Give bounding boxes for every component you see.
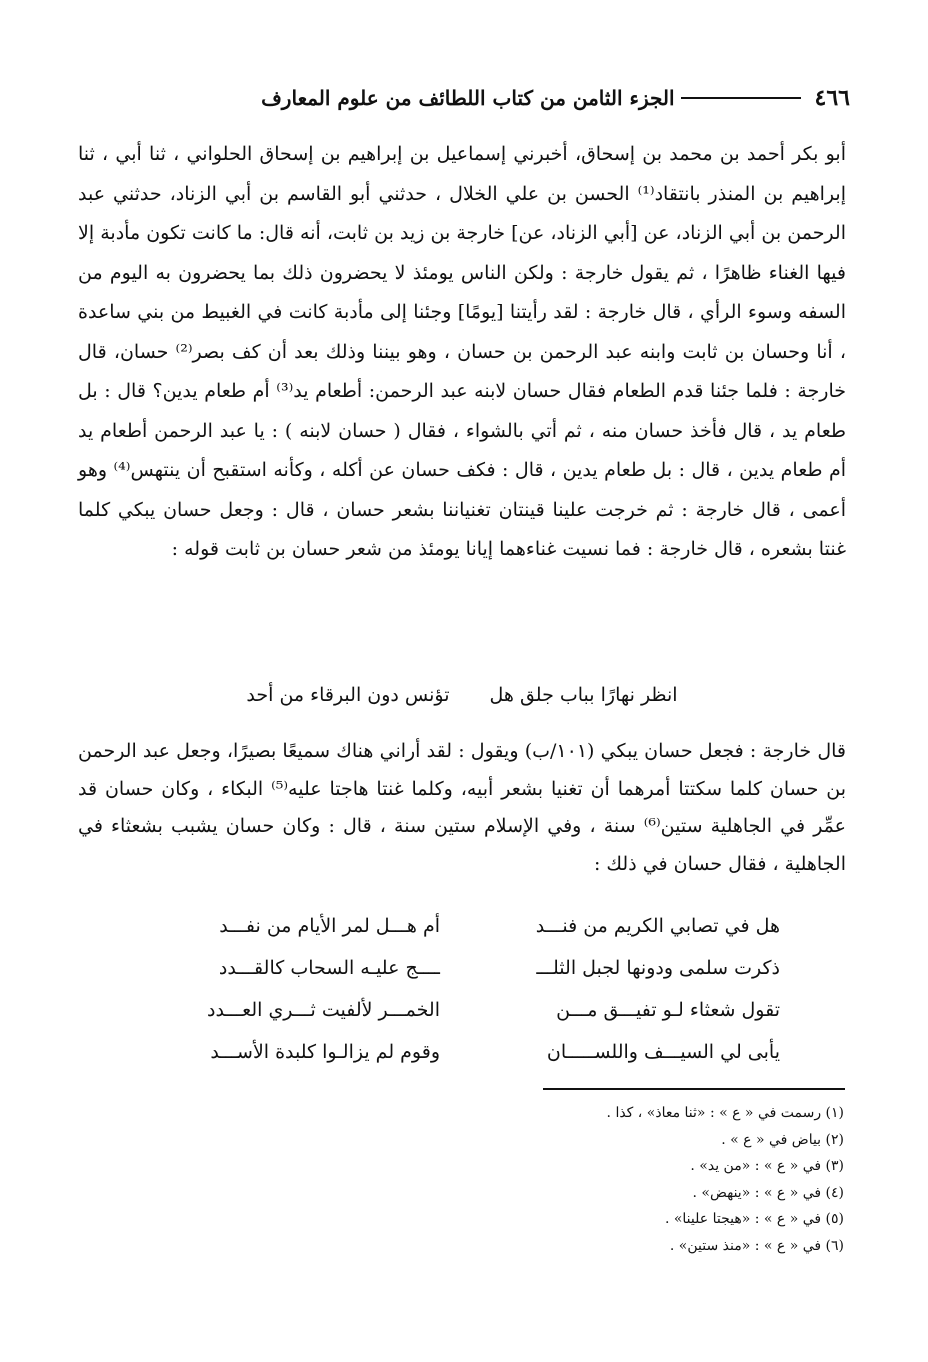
poem-line xyxy=(150,989,780,1031)
page-header xyxy=(80,78,850,118)
main-text-continued xyxy=(78,733,846,883)
paragraph-2: قال خارجة : فجعل حسان يبكي (١٠١/ب) ويقول : لقد أراني هناك سميعًا بصيرًا، وجعل عبد الرحمن بن حسان كلما سكتتا أمرهما أن تغنيا بشعر أبيه، وكلما غنتا هاجتا عليه⁽⁵⁾ البكاء ، وكان حسان قد عمِّر في الجاهلية ستين⁽⁶⁾ سنة ، وفي الإسلام ستين سنة ، قال : وكان حسان يشبب بشعثاء في الجاهلية ، فقال حسان في ذلك : xyxy=(78,740,847,875)
poem-second-hemistich: ــــج عليـه السحاب كالقـــدد xyxy=(218,957,440,979)
poem-line xyxy=(150,947,780,989)
main-text xyxy=(78,135,846,570)
poem-line xyxy=(150,1031,780,1073)
footnote-1: (١) رسمت في « ع » : «ثنا معاذ» ، كذا . xyxy=(606,1105,844,1121)
poem-second-hemistich: وقوم لم يزالـوا كلبدة الأســـد xyxy=(210,1041,440,1063)
running-title: الجزء الثامن من كتاب اللطائف من علوم المعارف xyxy=(261,86,675,110)
paragraph-1: أبو بكر أحمد بن محمد بن إسحاق، أخبرني إسماعيل بن إبراهيم بن إسحاق الحلواني ، ثنا أبي ، ثنا إبراهيم بن المنذر بانتقاد⁽¹⁾ الحسن بن علي الخلال ، حدثني أبو القاسم بن أبي الزناد، حدثني عبد الرحمن بن أبي الزناد، عن [أبي الزناد، عن] خارجة بن زيد بن ثابت، أنه قال: ما كانت تكون مأدبة إلا فيها الغناء ظاهرًا ، ثم يقول خارجة : ولكن الناس يومئذ لا يحضرون ذلك بما يحضرون به اليوم من السفه وسوء الرأي ، قال خارجة : لقد رأيتنا [يومًا] وجئنا إلى مأدبة كانت في الغبيط من بني ساعدة ، أنا وحسان بن ثابت وابنه عبد الرحمن بن حسان ، وهو بيننا وذلك بعد أن كف بصر⁽²⁾ حسان، قال خارجة : فلما جئنا قدم الطعام فقال حسان لابنه عبد الرحمن: أطعام يد⁽³⁾ أم طعام يدين؟ قال : بل طعام يد ، قال فأخذ حسان منه ، ثم أتي بالشواء ، فقال ( حسان لابنه ) : يا عبد الرحمن أطعام يد أم طعام يدين ، قال : بل طعام يدين ، قال : فكف حسان عن أكله ، وكأنه استقبح أن ينتهس⁽⁴⁾ وهو أعمى ، قال خارجة : ثم خرجت علينا قينتان تغنياننا بشعر حسان ، قال : وجعل حسان يبكي كلما غنتا بشعره ، قال خارجة : فما نسيت غناءهما إيانا يومئذ من شعر حسان بن ثابت قوله : xyxy=(78,143,847,560)
footnote-3: (٣) في « ع » : «من يد» . xyxy=(690,1158,844,1174)
poem-line xyxy=(150,905,780,947)
single-verse xyxy=(78,684,846,706)
poem-first-hemistich: هل في تصابي الكريم من فنـــد xyxy=(535,915,780,937)
footnote-5: (٥) في « ع » : «هيجتا علينا» . xyxy=(664,1211,844,1227)
page-number: ٤٦٦ xyxy=(814,85,850,111)
footnote-6: (٦) في « ع » : «منذ ستين» . xyxy=(669,1237,844,1254)
poem xyxy=(150,905,780,1073)
poem-first-hemistich: تقول شعثاء لـو تفيـــق مـــن xyxy=(556,999,780,1021)
verse-first-hemistich: انظر نهارًا بباب جلق هل xyxy=(489,684,678,706)
footnote-divider xyxy=(543,1088,845,1090)
verse-second-hemistich: تؤنس دون البرقاء من أحد xyxy=(246,684,450,706)
footnote-2: (٢) بياض في « ع » . xyxy=(721,1131,844,1148)
header-rule xyxy=(681,97,801,99)
footnote-4: (٤) في « ع » : «ينهض» . xyxy=(692,1184,844,1201)
poem-first-hemistich: ذكرت سلمى ودونها لجبل الثلـــ xyxy=(536,957,780,979)
poem-second-hemistich: أم هـــل لمر الأيام من نفـــد xyxy=(219,915,440,937)
footnotes xyxy=(400,1100,844,1259)
poem-first-hemistich: يأبى لي السيـــف واللســـــان xyxy=(546,1041,780,1063)
poem-second-hemistich: الخمـــر لألفيت ثـــري العـــدد xyxy=(207,999,440,1021)
